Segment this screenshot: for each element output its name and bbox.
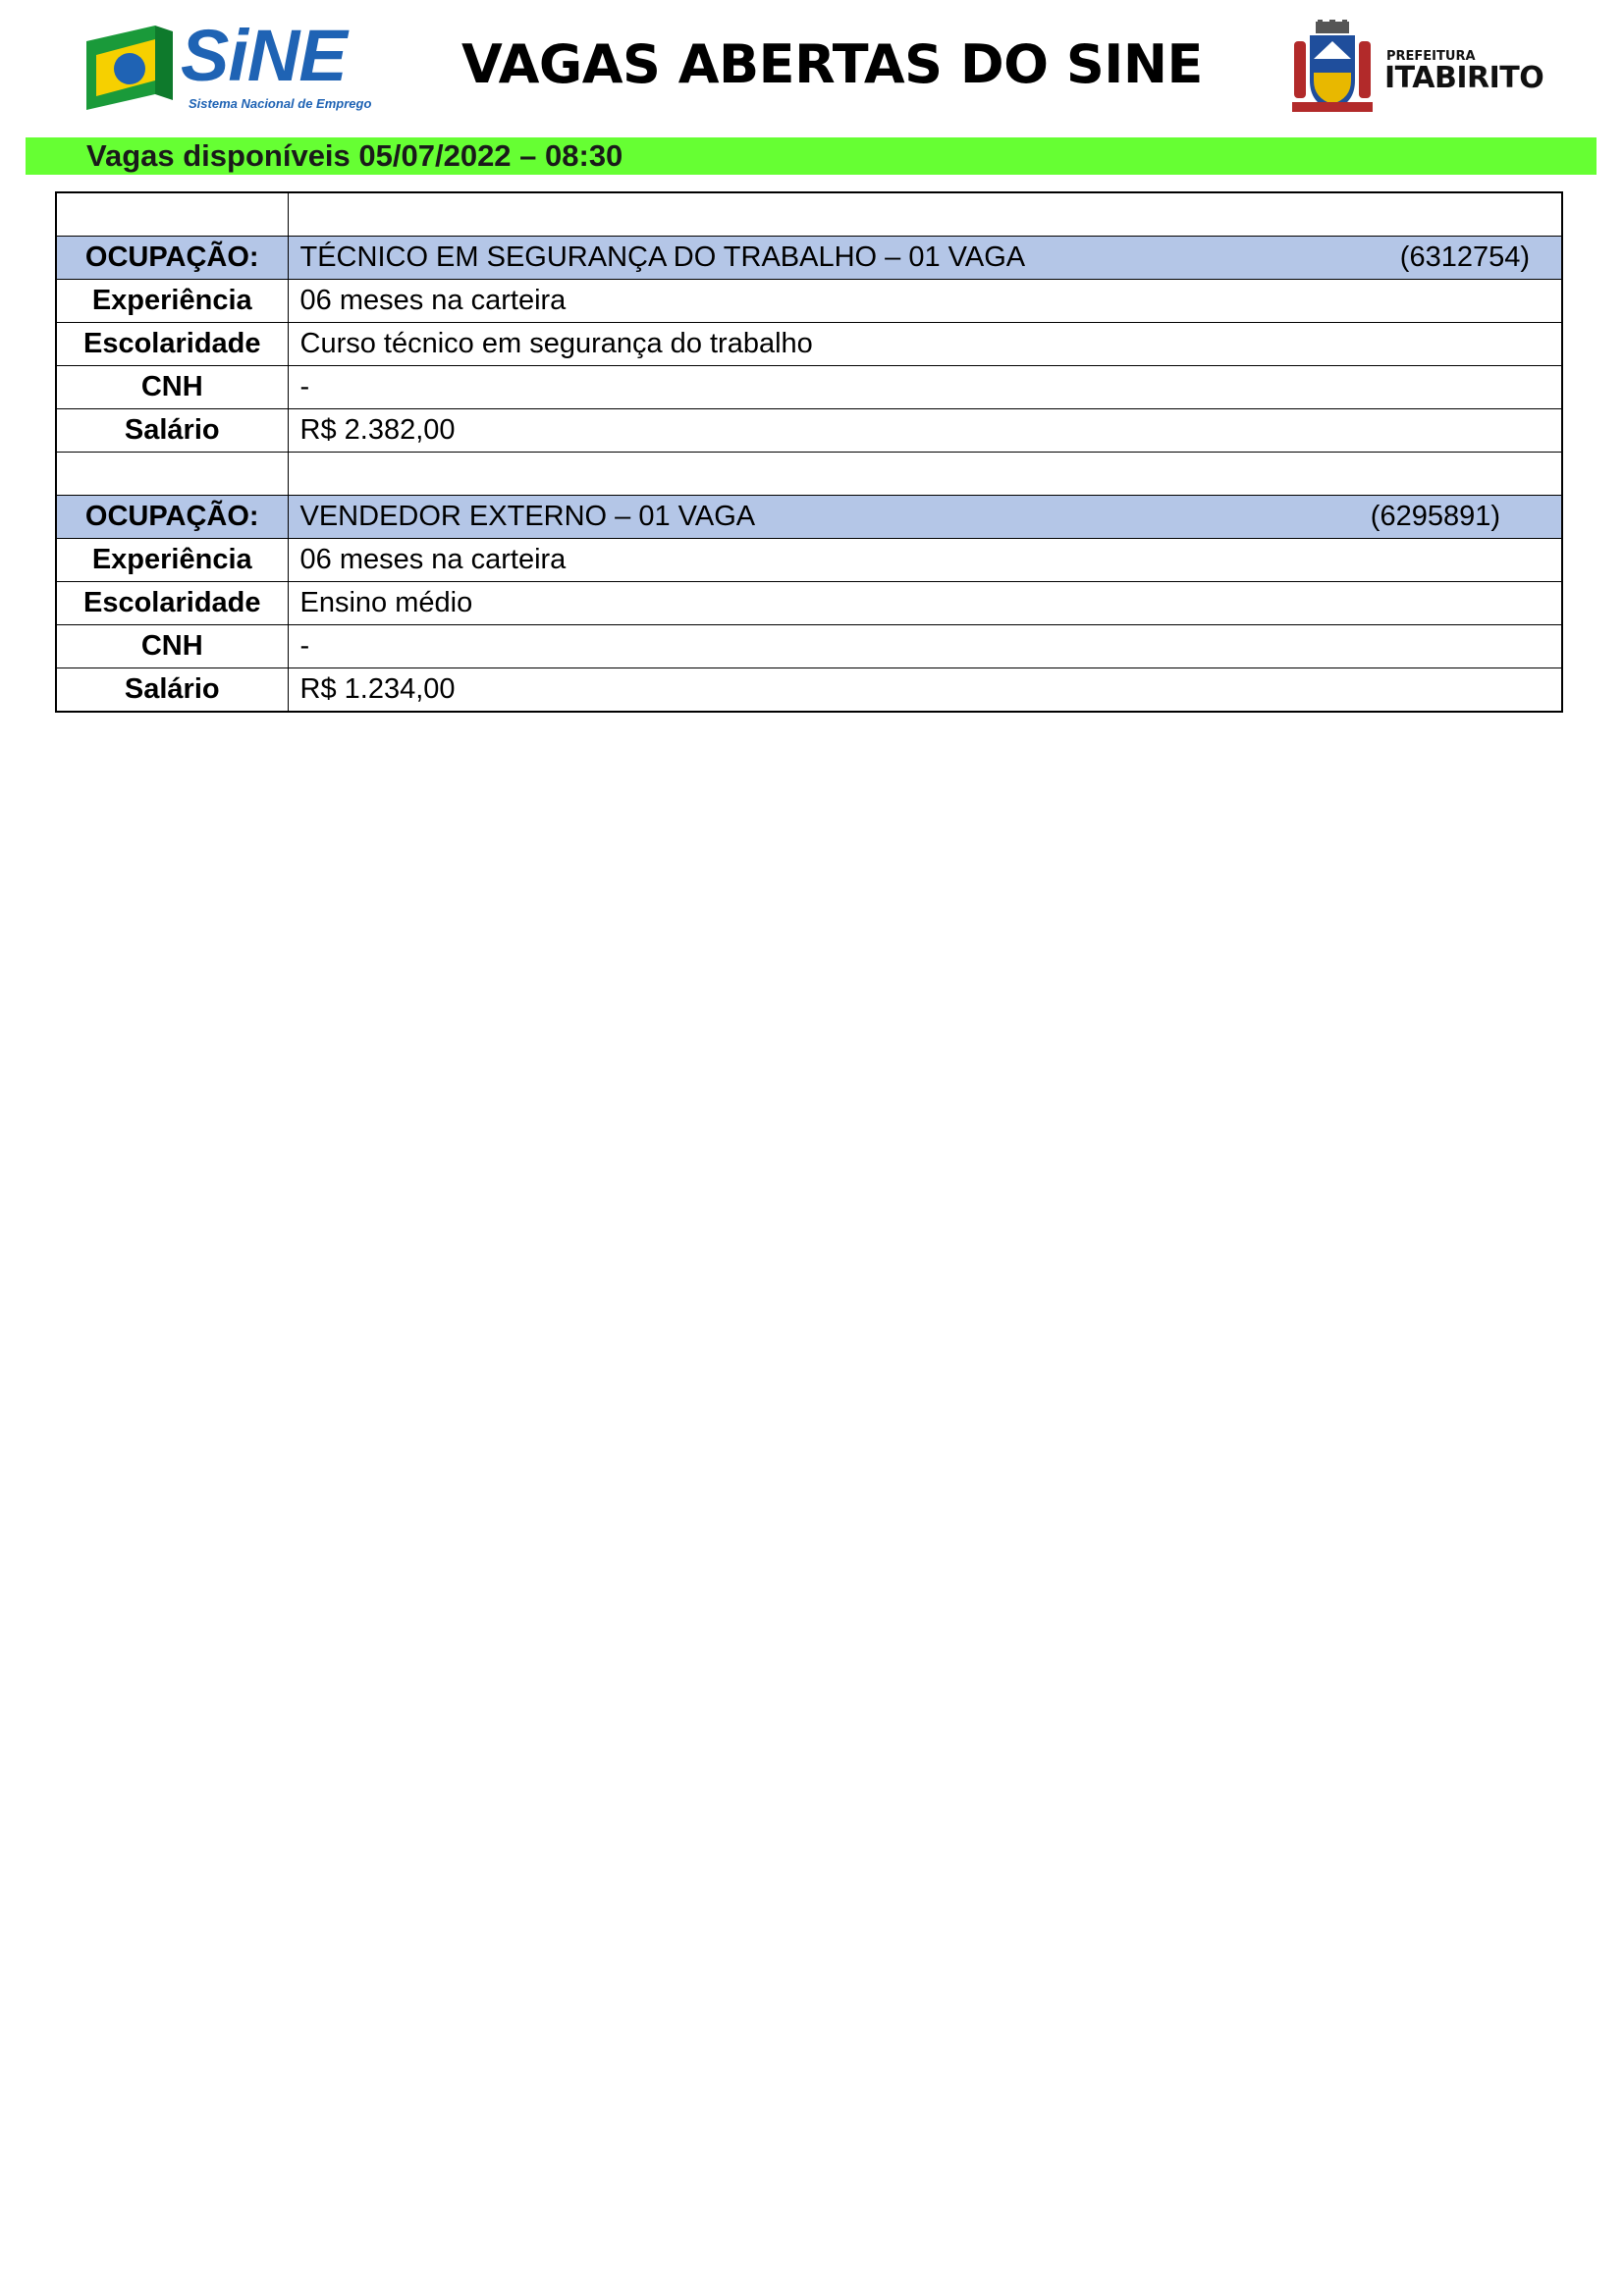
sine-logo-subtitle: Sistema Nacional de Emprego	[189, 96, 372, 111]
job-title: TÉCNICO EM SEGURANÇA DO TRABALHO – 01 VAGA	[299, 241, 1026, 273]
spacer-row	[56, 453, 1562, 496]
city-name: ITABIRITO	[1384, 61, 1544, 95]
job-code: (6295891)	[1370, 501, 1500, 532]
education-label: Escolaridade	[56, 582, 288, 625]
experience-value: 06 meses na carteira	[288, 539, 1562, 582]
license-value: -	[288, 625, 1562, 668]
salary-row	[56, 668, 1562, 713]
spacer-row	[56, 192, 1562, 237]
sine-logo	[86, 15, 372, 112]
empty-cell	[288, 192, 1562, 237]
jobs-table	[55, 191, 1563, 713]
page-header	[0, 0, 1624, 137]
education-label: Escolaridade	[56, 323, 288, 366]
occupation-value	[288, 237, 1562, 280]
salary-row	[56, 409, 1562, 453]
license-value: -	[288, 366, 1562, 409]
prefeitura-label: PREFEITURA	[1386, 49, 1476, 64]
education-value: Curso técnico em segurança do trabalho	[288, 323, 1562, 366]
experience-label: Experiência	[56, 280, 288, 323]
experience-row	[56, 539, 1562, 582]
salary-label: Salário	[56, 668, 288, 713]
experience-row	[56, 280, 1562, 323]
occupation-value	[288, 496, 1562, 539]
empty-cell	[288, 453, 1562, 496]
banner-text: Vagas disponíveis 05/07/2022 – 08:30	[86, 138, 623, 173]
job-title: VENDEDOR EXTERNO – 01 VAGA	[299, 501, 756, 532]
experience-label: Experiência	[56, 539, 288, 582]
license-row	[56, 366, 1562, 409]
education-row	[56, 582, 1562, 625]
license-label: CNH	[56, 625, 288, 668]
brazil-flag-icon	[86, 26, 173, 110]
salary-label: Salário	[56, 409, 288, 453]
salary-value: R$ 2.382,00	[288, 409, 1562, 453]
education-row	[56, 323, 1562, 366]
occupation-row	[56, 237, 1562, 280]
sine-logo-text: SiNE	[181, 15, 347, 96]
city-crest-icon	[1288, 20, 1377, 118]
license-label: CNH	[56, 366, 288, 409]
occupation-label: OCUPAÇÃO:	[56, 496, 288, 539]
empty-cell	[56, 192, 288, 237]
empty-cell	[56, 453, 288, 496]
education-value: Ensino médio	[288, 582, 1562, 625]
occupation-row	[56, 496, 1562, 539]
license-row	[56, 625, 1562, 668]
date-banner	[26, 137, 1597, 175]
occupation-label: OCUPAÇÃO:	[56, 237, 288, 280]
salary-value: R$ 1.234,00	[288, 668, 1562, 713]
job-code: (6312754)	[1399, 241, 1530, 273]
page-title: VAGAS ABERTAS DO SINE	[461, 33, 1203, 95]
experience-value: 06 meses na carteira	[288, 280, 1562, 323]
prefeitura-logo	[1288, 20, 1544, 118]
